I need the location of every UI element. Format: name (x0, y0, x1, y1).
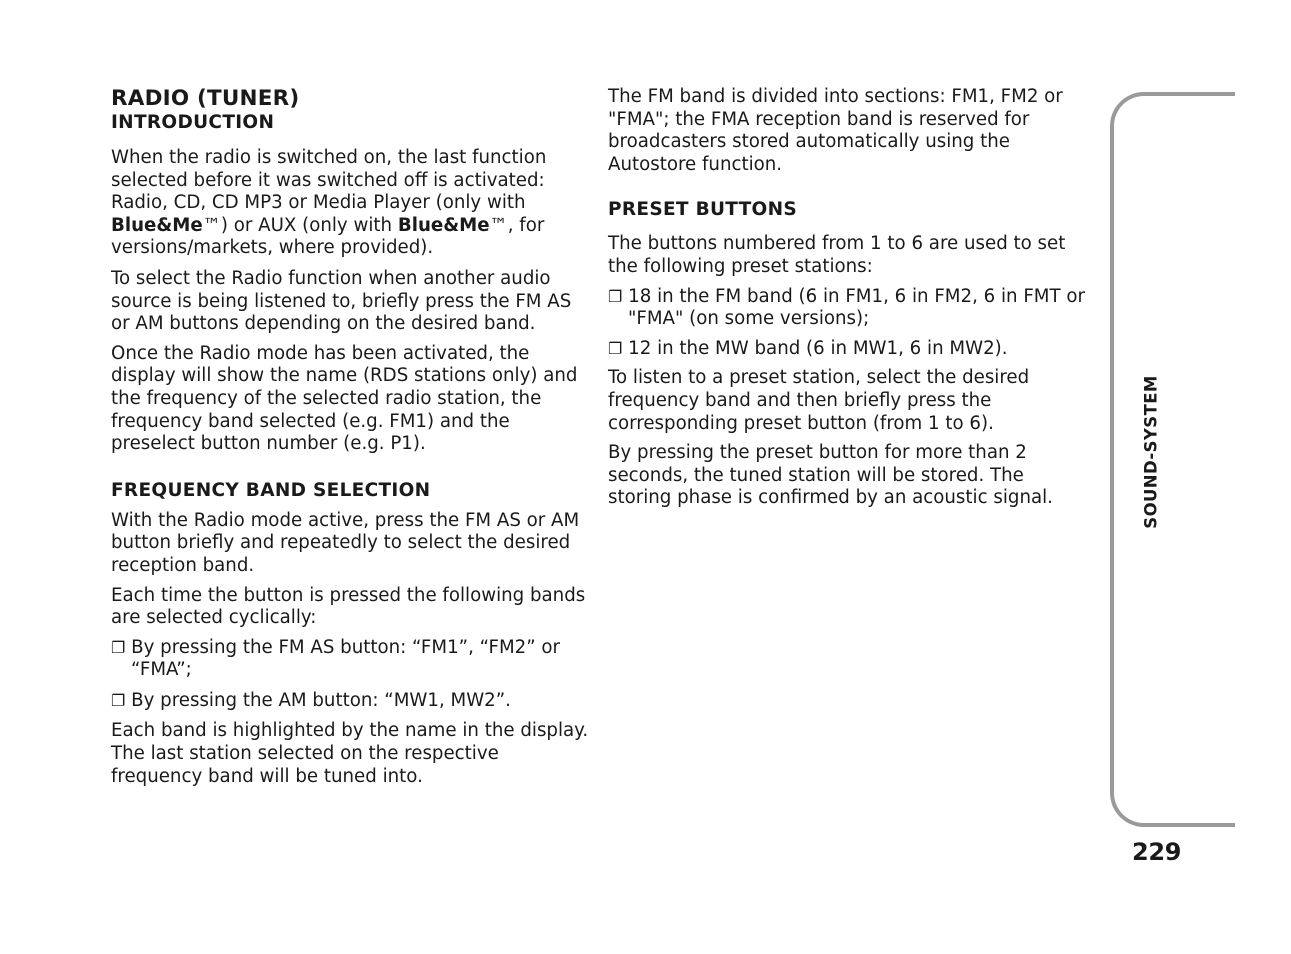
frequency-band-paragraph-1: With the Radio mode active, press the FM AS or AM button briefly and repeatedly to select the desired reception band. (111, 509, 580, 576)
text-segment: When the radio is switched on, the last function selected before it was switched off is activated: Radio, CD, CD MP3 or Media Player (only with (111, 147, 547, 214)
introduction-heading: INTRODUCTION (111, 112, 275, 133)
introduction-paragraph-1 (111, 147, 589, 260)
text-segment: ™) or AUX (only with (202, 214, 398, 236)
list-item (608, 338, 1086, 361)
list-item-text: 18 in the FM band (6 in FM1, 6 in FM2, 6 in FMT or "FMA" (on some versions); (628, 285, 1085, 330)
page-title: RADIO (TUNER) (111, 86, 300, 111)
section-tab-label: SOUND-SYSTEM (1141, 375, 1161, 529)
fm-sections-paragraph: The FM band is divided into sections: FM1, FM2 or "FMA"; the FMA reception band is reserved for broadcasters stored automatically using the Autostore function. (608, 86, 1063, 175)
frequency-band-paragraph-3: Each band is highlighted by the name in the display. The last station selected on the respective frequency band will be tuned into. (111, 720, 589, 787)
page-number: 229 (1132, 838, 1182, 866)
brand-name: Blue&Me (397, 214, 490, 236)
preset-buttons-paragraph-3: By pressing the preset button for more than 2 seconds, the tuned station will be stored. The storing phase is confirmed by an acoustic signal. (608, 442, 1053, 509)
right-column (608, 86, 1086, 510)
checkbox-bullet-icon: ❐ (608, 338, 623, 358)
checkbox-bullet-icon: ❐ (111, 637, 126, 657)
left-column (111, 86, 589, 788)
frequency-band-paragraph-2: Each time the button is pressed the following bands are selected cyclically: (111, 584, 586, 629)
frequency-band-heading: FREQUENCY BAND SELECTION (111, 479, 431, 501)
section-tab (1110, 92, 1235, 827)
list-item (111, 637, 589, 682)
introduction-paragraph-3: Once the Radio mode has been activated, the display will show the name (RDS stations only) and the frequency of the selected radio station, the frequency band selected (e.g. FM1) and the preselect button number (e.g. P1). (111, 342, 578, 455)
list-item-text: By pressing the FM AS button: “FM1”, “FM2” or “FMA”; (131, 636, 561, 681)
list-item-text: 12 in the MW band (6 in MW1, 6 in MW2). (628, 337, 1008, 359)
list-item (111, 690, 589, 713)
text-segment: ™, for versions/markets, where provided). (111, 214, 545, 259)
preset-buttons-heading: PRESET BUTTONS (608, 199, 797, 221)
preset-buttons-paragraph-1: The buttons numbered from 1 to 6 are used to set the following preset stations: (608, 233, 1066, 277)
preset-buttons-paragraph-2: To listen to a preset station, select the desired frequency band and then briefly press the corresponding preset button (from 1 to 6). (608, 367, 1030, 434)
checkbox-bullet-icon: ❐ (111, 690, 126, 710)
checkbox-bullet-icon: ❐ (608, 286, 623, 306)
introduction-paragraph-2: To select the Radio function when another audio source is being listened to, briefly press the FM AS or AM buttons depending on the desired band. (111, 267, 572, 335)
brand-name: Blue&Me (111, 214, 203, 236)
list-item-text: By pressing the AM button: “MW1, MW2”. (131, 689, 511, 711)
list-item (608, 286, 1086, 331)
